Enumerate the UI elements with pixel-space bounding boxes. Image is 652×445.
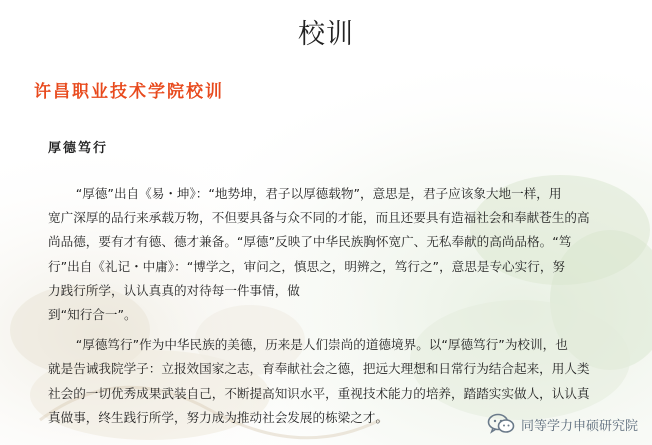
page-title: 校训 (298, 19, 354, 50)
wechat-watermark (487, 413, 638, 435)
watermark-text: 同等学力申硕研究院 (520, 418, 638, 434)
article-body (48, 182, 636, 430)
paragraph-line: 就是告诫我院学子：立报效国家之志，育奉献社会之德，把远大理想和日常行为结合起来，用人类 (48, 361, 590, 377)
wechat-icon (487, 413, 515, 435)
motto-title: 厚德笃行 (48, 141, 109, 156)
paragraph-line: 到“知行合一”。 (48, 307, 137, 323)
paragraph-line: 真做事，终生践行所学，努力成为推动社会发展的栋梁之才。 (48, 409, 389, 425)
paragraph-line: 社会的一切优秀成果武装自己，不断提高知识水平，重视技术能力的培养，踏踏实实做人，认认真 (48, 385, 590, 401)
paragraph-line: 力践行所学，认认真真的对待每一件事情，做 (48, 282, 300, 298)
paragraph-line: “厚德笃行”作为中华民族的美德，历来是人们崇尚的道德境界。以“厚德笃行”为校训，也 (75, 337, 568, 353)
paragraph-line: 行”出自《礼记・中庸》：“博学之，审问之，慎思之，明辨之，笃行之”，意思是专心实行，努 (48, 258, 566, 274)
paragraph-line: “厚德”出自《易・坤》：“地势坤，君子以厚德载物”，意思是，君子应该象大地一样，用 (75, 186, 562, 201)
paragraph-line: 尚品德，要有才有德、德才兼备。“厚德”反映了中华民族胸怀宽广、无私奉献的高尚品格。“笃 (48, 234, 572, 250)
school-motto-heading: 许昌职业技术学院校训 (34, 82, 224, 102)
paragraph-line: 宽广深厚的品行来承载万物，不但要具备与众不同的才能，而且还要具有造福社会和奉献苍生的高 (48, 210, 590, 226)
